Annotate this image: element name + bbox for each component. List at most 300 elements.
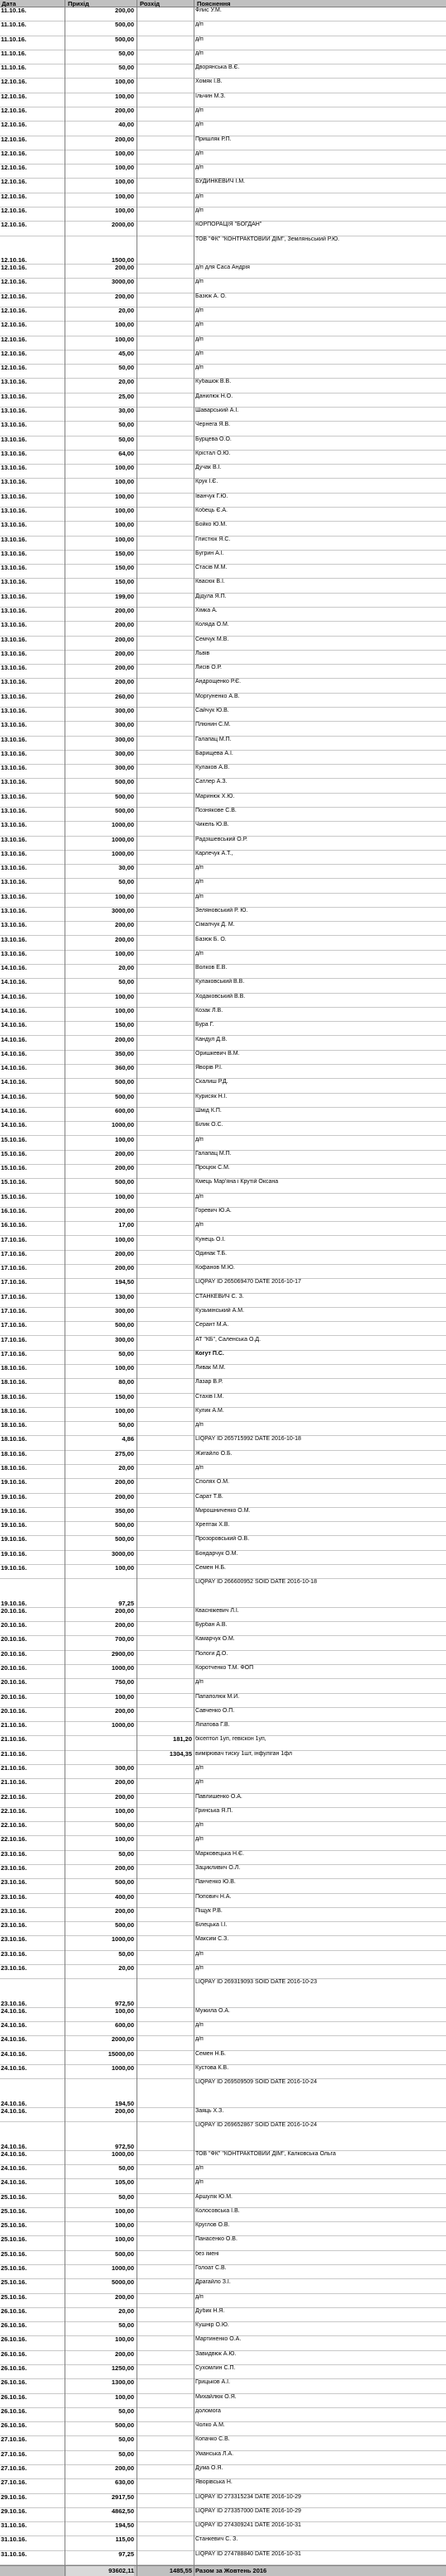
cell-income: 200,00 <box>115 1865 134 1872</box>
table-row <box>0 1636 446 1650</box>
cell-note: Яворівська Н. <box>195 2479 233 2486</box>
table-row <box>0 394 446 408</box>
table-row <box>0 2536 446 2550</box>
cell-income: 300,00 <box>115 765 134 772</box>
cell-note: Чикель Ю.В. <box>195 822 229 828</box>
cell-date: 13.10.16. <box>1 507 27 514</box>
cell-note: Андрощенко Р.Є. <box>195 679 242 685</box>
cell-expense <box>138 2394 192 2407</box>
cell-income: 300,00 <box>115 707 134 714</box>
table-row <box>0 922 446 936</box>
cell-expense <box>138 1465 192 1478</box>
cell-date: 25.10.16. <box>1 2293 27 2301</box>
cell-date: 13.10.16. <box>1 822 27 829</box>
cell-note: д/п <box>195 21 204 28</box>
cell-expense <box>138 2251 192 2264</box>
cell-note: д/п <box>195 2165 204 2172</box>
cell-note: Кмець Мар'яна і Крутій Оксана <box>195 1179 279 1185</box>
cell-note: LIQPAY ID 269319093 SOID DATE 2016-10-23 <box>195 1979 317 1986</box>
cell-date: 13.10.16. <box>1 493 27 500</box>
cell-expense <box>138 965 192 978</box>
table-row <box>0 193 446 208</box>
cell-date: 20.10.16. <box>1 1665 27 1672</box>
cell-note: д/п <box>195 893 204 899</box>
cell-expense <box>138 1394 192 1407</box>
table-row <box>0 1865 446 1879</box>
cell-expense <box>138 7 192 21</box>
cell-date: 27.10.16. <box>1 2436 27 2444</box>
cell-income: 100,00 <box>115 193 134 200</box>
cell-expense <box>138 1265 192 1278</box>
cell-date: 11.10.16. <box>1 36 26 43</box>
cell-expense <box>138 79 192 92</box>
cell-note: LIQPAY ID 269652867 SOID DATE 2016-10-24 <box>195 2122 317 2129</box>
cell-expense <box>138 1551 192 1564</box>
cell-date: 27.10.16. <box>1 2479 27 2487</box>
cell-income: 500,00 <box>115 36 134 43</box>
cell-note: Бура Г. <box>195 1022 214 1028</box>
cell-expense <box>138 608 192 621</box>
table-row <box>0 1294 446 1308</box>
cell-expense <box>138 193 192 207</box>
table-row <box>0 751 446 765</box>
table-row <box>0 1094 446 1108</box>
cell-income: 1000,00 <box>111 2150 134 2158</box>
table-row <box>0 2308 446 2322</box>
table-row <box>0 1651 446 1665</box>
cell-note: Зеляновський Р. Ю. <box>195 907 248 914</box>
cell-date: 23.10.16. <box>1 1999 27 2007</box>
cell-income: 200,00 <box>115 679 134 686</box>
cell-income: 200,00 <box>115 2293 134 2301</box>
cell-expense <box>138 265 192 278</box>
cell-income: 200,00 <box>115 136 134 143</box>
table-row <box>0 265 446 279</box>
cell-date: 14.10.16. <box>1 993 27 1000</box>
table-row <box>0 308 446 322</box>
cell-income: 150,00 <box>115 1022 134 1029</box>
cell-expense <box>138 1536 192 1549</box>
table-row <box>0 1022 446 1036</box>
cell-note: Савченко О.П. <box>195 1707 235 1714</box>
table-row <box>0 222 446 236</box>
cell-income: 2000,00 <box>111 2036 134 2044</box>
cell-note: Кофанов М.Ю. <box>195 1265 235 1271</box>
cell-expense <box>138 2122 192 2150</box>
cell-expense <box>138 1365 192 1378</box>
cell-date: 13.10.16. <box>1 593 27 600</box>
cell-expense <box>138 150 192 164</box>
table-row <box>0 2451 446 2465</box>
table-row <box>0 379 446 393</box>
cell-income: 200,00 <box>115 7 134 14</box>
cell-income: 100,00 <box>115 322 134 329</box>
table-row <box>0 365 446 379</box>
cell-expense <box>138 365 192 378</box>
cell-note: Скалиш Р.Д. <box>195 1079 228 1085</box>
cell-date: 17.10.16. <box>1 1307 27 1314</box>
table-row <box>0 122 446 136</box>
cell-note: Кустова К.В. <box>195 2065 229 2072</box>
cell-note: Мужила О.А. <box>195 2007 231 2014</box>
cell-expense <box>138 1722 192 1735</box>
header-date: Дата <box>2 0 17 7</box>
cell-income: 50,00 <box>118 2450 134 2458</box>
cell-date: 17.10.16. <box>1 1250 27 1257</box>
cell-note: Дворянська В.Є. <box>195 64 240 71</box>
cell-date: 23.10.16. <box>1 1936 27 1944</box>
table-row <box>0 494 446 508</box>
table-row <box>0 1451 446 1465</box>
cell-income: 350,00 <box>115 1050 134 1057</box>
cell-date: 12.10.16. <box>1 293 27 300</box>
cell-expense <box>138 1865 192 1878</box>
cell-expense <box>138 1208 192 1221</box>
cell-expense <box>138 21 192 35</box>
cell-income: 100,00 <box>115 1693 134 1701</box>
cell-expense <box>138 2222 192 2235</box>
cell-note: Голоат С.В. <box>195 2265 227 2272</box>
table-row <box>0 2365 446 2379</box>
cell-expense <box>138 1279 192 1292</box>
cell-date: 26.10.16. <box>1 2393 27 2401</box>
cell-income: 200,00 <box>115 1793 134 1801</box>
cell-date: 12.10.16. <box>1 256 27 265</box>
cell-note: Базюк Б. О. <box>195 936 227 942</box>
cell-income: 50,00 <box>118 1950 134 1958</box>
cell-expense <box>138 1337 192 1350</box>
cell-date: 12.10.16. <box>1 307 27 314</box>
cell-income: 300,00 <box>115 750 134 757</box>
table-row <box>0 2394 446 2408</box>
cell-income: 97,25 <box>118 2550 134 2558</box>
cell-date: 13.10.16. <box>1 807 27 814</box>
cell-note: Процюк С.М. <box>195 1165 230 1171</box>
cell-date: 18.10.16. <box>1 1436 27 1443</box>
cell-income: 630,00 <box>115 2479 134 2487</box>
cell-note: Дідула Я.П. <box>195 593 227 599</box>
cell-note: Копачко С.В. <box>195 2436 230 2443</box>
cell-expense <box>138 2065 192 2078</box>
cell-income: 500,00 <box>115 1879 134 1887</box>
cell-date: 13.10.16. <box>1 907 27 914</box>
cell-date: 13.10.16. <box>1 707 27 714</box>
cell-date: 12.10.16. <box>1 336 27 343</box>
cell-income: 750,00 <box>115 1679 134 1686</box>
cell-expense <box>138 722 192 735</box>
cell-income: 100,00 <box>115 1836 134 1844</box>
cell-expense <box>138 1051 192 1064</box>
table-row <box>0 2251 446 2265</box>
cell-income: 1000,00 <box>111 1665 134 1672</box>
cell-note: Волков Е.В. <box>195 965 228 971</box>
table-row <box>0 2036 446 2050</box>
cell-income: 45,00 <box>118 350 134 357</box>
cell-income: 100,00 <box>115 493 134 500</box>
cell-expense <box>138 894 192 907</box>
table-row <box>0 1322 446 1336</box>
cell-income: 200,00 <box>115 1036 134 1043</box>
table-row <box>0 2322 446 2336</box>
cell-expense <box>138 1108 192 1121</box>
cell-date: 20.10.16. <box>1 1636 27 1643</box>
cell-date: 13.10.16. <box>1 579 27 586</box>
cell-note: д/п <box>195 879 204 885</box>
cell-income: 3000,00 <box>111 279 134 286</box>
cell-note: Глистюк Я.С. <box>195 536 231 542</box>
cell-income: 30,00 <box>118 407 134 414</box>
cell-date: 23.10.16. <box>1 1893 27 1901</box>
table-row <box>0 737 446 751</box>
cell-note: д/п <box>195 322 204 328</box>
table-row <box>0 1536 446 1550</box>
cell-date: 13.10.16. <box>1 636 27 643</box>
table-row <box>0 2122 446 2151</box>
cell-expense <box>138 2265 192 2278</box>
cell-income: 100,00 <box>115 179 134 186</box>
cell-note: Коляда О.М. <box>195 622 229 628</box>
cell-income: 300,00 <box>115 1336 134 1343</box>
cell-date: 26.10.16. <box>1 2350 27 2358</box>
cell-income: 100,00 <box>115 2236 134 2244</box>
cell-expense <box>138 979 192 992</box>
cell-date: 25.10.16. <box>1 2236 27 2244</box>
cell-expense <box>138 2479 192 2493</box>
cell-income: 150,00 <box>115 550 134 557</box>
cell-note: Барищева А.І. <box>195 750 233 756</box>
table-row <box>0 522 446 536</box>
cell-date: 23.10.16. <box>1 1965 27 1973</box>
cell-date: 12.10.16. <box>1 107 27 114</box>
cell-expense <box>138 2279 192 2292</box>
cell-expense <box>138 336 192 350</box>
cell-income: 300,00 <box>115 736 134 743</box>
cell-income: 200,00 <box>115 293 134 300</box>
cell-date: 17.10.16. <box>1 1350 27 1357</box>
table-row <box>0 879 446 893</box>
cell-expense <box>138 408 192 421</box>
cell-expense <box>138 565 192 578</box>
cell-expense <box>138 522 192 535</box>
table-row <box>0 794 446 808</box>
cell-expense <box>138 1622 192 1635</box>
cell-income: 50,00 <box>118 436 134 443</box>
cell-income: 20,00 <box>118 1965 134 1973</box>
cell-note: Пологи Д.О. <box>195 1650 228 1657</box>
cell-expense <box>138 2422 192 2435</box>
cell-date: 13.10.16. <box>1 465 27 472</box>
cell-income: 200,00 <box>115 636 134 643</box>
cell-date: 14.10.16. <box>1 1050 27 1057</box>
cell-expense <box>138 908 192 921</box>
cell-date: 13.10.16. <box>1 779 27 786</box>
cell-expense <box>138 579 192 592</box>
cell-date: 12.10.16. <box>1 279 27 286</box>
cell-expense <box>138 765 192 778</box>
cell-note: Чернега Я.В. <box>195 422 231 428</box>
cell-expense <box>138 1065 192 1078</box>
cell-note: д/п <box>195 365 204 371</box>
cell-date: 26.10.16. <box>1 2422 27 2430</box>
cell-note: Кулик А.М. <box>195 1407 224 1414</box>
cell-income: 50,00 <box>118 2436 134 2444</box>
cell-note: LIQPAY ID 273357000 DATE 2016-10-29 <box>195 2507 301 2514</box>
cell-note: Моргуненко А.В. <box>195 693 240 699</box>
cell-expense <box>138 2536 192 2550</box>
cell-income: 50,00 <box>118 2407 134 2415</box>
table-row <box>0 279 446 293</box>
cell-income: 100,00 <box>115 2007 134 2015</box>
table-row <box>0 479 446 493</box>
cell-expense <box>138 751 192 764</box>
cell-note: Серант М.А. <box>195 1322 229 1329</box>
table-row <box>0 1251 446 1265</box>
cell-income: 350,00 <box>115 1507 134 1515</box>
cell-income: 1000,00 <box>111 1122 134 1129</box>
cell-income: 3000,00 <box>111 907 134 914</box>
cell-note: Семен Н.Б. <box>195 2050 227 2057</box>
cell-date: 21.10.16. <box>1 1779 27 1787</box>
cell-note: Мартиненко О.А. <box>195 2336 242 2343</box>
cell-expense <box>138 136 192 150</box>
cell-expense <box>138 322 192 335</box>
table-row <box>0 322 446 336</box>
cell-income: 500,00 <box>115 1922 134 1930</box>
table-row <box>0 1894 446 1908</box>
cell-note: д/п <box>195 1779 204 1786</box>
cell-income: 100,00 <box>115 1565 134 1572</box>
table-row <box>0 1808 446 1822</box>
cell-income: 20,00 <box>118 307 134 314</box>
cell-note: КОРПОРАЦІЯ "БОГДАН" <box>195 222 262 228</box>
cell-date: 26.10.16. <box>1 2407 27 2415</box>
cell-date: 13.10.16. <box>1 865 27 872</box>
cell-date: 13.10.16. <box>1 893 27 900</box>
cell-date: 22.10.16. <box>1 1822 27 1829</box>
table-row <box>0 1465 446 1479</box>
cell-note: без імені <box>195 2250 219 2257</box>
cell-expense <box>138 2336 192 2349</box>
table-row <box>0 1222 446 1236</box>
table-row <box>0 1722 446 1736</box>
cell-note: д/п <box>195 2036 204 2043</box>
cell-date: 23.10.16. <box>1 1907 27 1915</box>
cell-income: 100,00 <box>115 2222 134 2230</box>
cell-date: 19.10.16. <box>1 1493 27 1500</box>
cell-income: 100,00 <box>115 165 134 172</box>
table-row <box>0 1379 446 1393</box>
cell-note: Козак Л.В. <box>195 1007 223 1014</box>
cell-note: Аршулік Ю.М. <box>195 2193 233 2200</box>
cell-income <box>66 1751 134 1764</box>
cell-date: 21.10.16. <box>1 1750 27 1758</box>
cell-date: 11.10.16. <box>1 64 26 72</box>
cell-expense <box>138 422 192 435</box>
cell-expense <box>138 2236 192 2249</box>
cell-note: д/п <box>195 165 204 171</box>
table-row <box>0 1165 446 1179</box>
cell-expense <box>138 1436 192 1449</box>
table-row <box>0 779 446 793</box>
table-row <box>0 2022 446 2036</box>
cell-date: 19.10.16. <box>1 1507 27 1515</box>
table-row <box>0 637 446 651</box>
cell-expense <box>138 1636 192 1649</box>
cell-note: Коротченко Т.М. ФОП <box>195 1665 254 1672</box>
cell-note: Стасів М.М. <box>195 565 228 571</box>
cell-expense <box>138 651 192 664</box>
cell-note: д/п <box>195 1193 204 1200</box>
cell-note: Михайлюк О.Я. <box>195 2393 237 2400</box>
cell-note: Бойко Ю.М. <box>195 522 228 528</box>
cell-expense <box>138 1479 192 1492</box>
cell-date: 14.10.16. <box>1 1107 27 1114</box>
cell-income: 100,00 <box>115 79 134 86</box>
cell-date: 17.10.16. <box>1 1265 27 1272</box>
header-expense: Розхід <box>140 0 161 7</box>
cell-income: 972,50 <box>115 1999 134 2007</box>
cell-date: 18.10.16. <box>1 1379 27 1386</box>
cell-note: Гринська Я.П. <box>195 1807 233 1814</box>
table-row <box>0 2108 446 2122</box>
cell-date: 25.10.16. <box>1 2193 27 2201</box>
cell-note: СТАНКЕВИЧ С. З. <box>195 1293 244 1300</box>
cell-date: 20.10.16. <box>1 1693 27 1701</box>
cell-date: 12.10.16. <box>1 207 27 214</box>
cell-expense <box>138 637 192 650</box>
cell-expense <box>138 1079 192 1092</box>
table-row <box>0 722 446 736</box>
cell-date: 17.10.16. <box>1 1336 27 1343</box>
cell-date: 26.10.16. <box>1 2379 27 2387</box>
table-row <box>0 508 446 522</box>
cell-income: 100,00 <box>115 1807 134 1815</box>
cell-note: БУДИНКЕВИЧ І.М. <box>195 179 246 185</box>
table-row <box>0 1794 446 1808</box>
cell-income: 4862,50 <box>111 2507 134 2515</box>
table-row <box>0 2494 446 2508</box>
cell-date: 21.10.16. <box>1 1765 27 1772</box>
cell-income: 100,00 <box>115 150 134 157</box>
cell-note: LIQPAY ID 273315234 DATE 2016-10-29 <box>195 2493 301 2500</box>
cell-income: 30,00 <box>118 865 134 872</box>
cell-expense: 181,20 <box>173 1736 192 1744</box>
cell-date: 24.10.16. <box>1 2050 27 2058</box>
cell-expense <box>138 1665 192 1678</box>
cell-expense <box>138 922 192 935</box>
cell-note: Курисяк Н.І. <box>195 1093 228 1100</box>
cell-note: Мирошниченко О.М. <box>195 1507 251 1514</box>
cell-date: 25.10.16. <box>1 2265 27 2273</box>
table-row <box>0 1494 446 1508</box>
table-row <box>0 537 446 551</box>
table-row <box>0 951 446 965</box>
cell-income: 200,00 <box>115 650 134 657</box>
cell-note: Максим С.З. <box>195 1936 229 1943</box>
table-row <box>0 2522 446 2536</box>
table-row <box>0 422 446 436</box>
table-row <box>0 436 446 451</box>
cell-income: 100,00 <box>115 1136 134 1143</box>
table-row <box>0 979 446 993</box>
table-row <box>0 2422 446 2436</box>
table-row <box>0 894 446 908</box>
cell-income: 15000,00 <box>108 2050 134 2058</box>
cell-date: 21.10.16. <box>1 1722 27 1729</box>
table-row <box>0 236 446 265</box>
cell-expense <box>138 2108 192 2121</box>
cell-expense <box>138 394 192 407</box>
